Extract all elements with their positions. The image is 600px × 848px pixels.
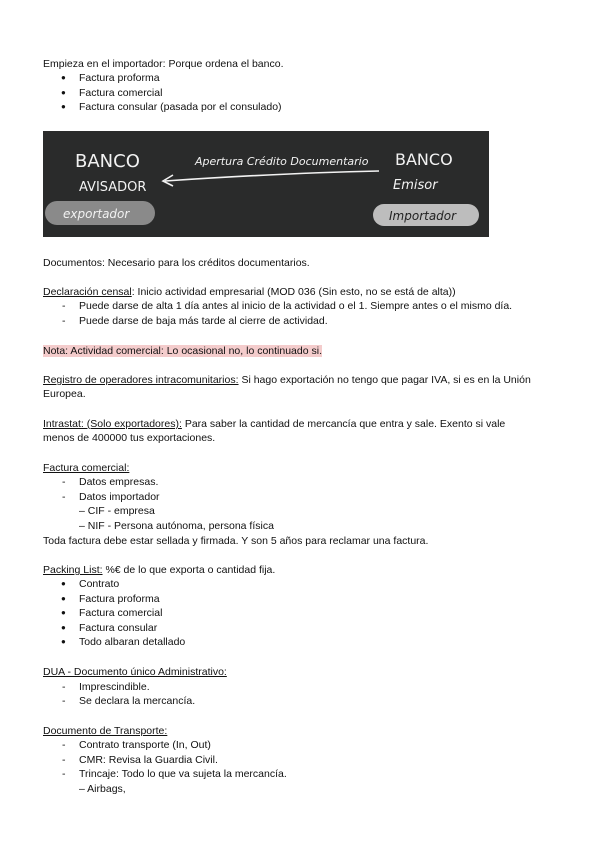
intro-text: Empieza en el importador: Porque ordena el banco. <box>43 58 284 70</box>
list-item: - Contrato transporte (In, Out) <box>62 739 211 751</box>
right-bank-subtitle: Emisor <box>393 178 438 193</box>
list-item: ● Contrato <box>62 577 119 591</box>
packing-line: Packing List: %€ de lo que exporta o cantidad fija. <box>43 564 276 576</box>
left-bank-subtitle: AVISADOR <box>79 180 147 195</box>
list-item: - Imprescindible. <box>62 681 150 693</box>
list-item: ● Factura comercial <box>62 606 162 620</box>
list-item: ● Factura proforma <box>62 592 160 606</box>
left-bank-title: BANCO <box>75 151 140 172</box>
right-pill-label: Importador <box>389 209 457 223</box>
right-bank-title: BANCO <box>395 150 453 169</box>
sub-item: – CIF - empresa <box>79 505 155 517</box>
list-item: - Puede darse de baja más tarde al cierre de actividad. <box>62 315 328 327</box>
registro-paragraph: Registro de operadores intracomunitarios: Si hago exportación no tengo que pagar IVA, si es en la Unión Europea. <box>43 374 531 400</box>
left-arrow-icon <box>163 171 379 186</box>
nota-line: Nota: Actividad comercial: Lo ocasional no, lo continuado si. <box>43 345 322 357</box>
chalkboard-diagram <box>43 131 489 237</box>
list-item: - Se declara la mercancía. <box>62 695 196 707</box>
list-item: ● Factura proforma <box>62 71 160 85</box>
sub-item: – Airbags, <box>79 783 126 795</box>
dua-heading: DUA - Documento único Administrativo: <box>43 666 227 678</box>
list-item: ● Factura consular <box>62 621 157 635</box>
list-item: ● Todo albaran detallado <box>62 635 185 649</box>
factura-note: Toda factura debe estar sellada y firmada. Y son 5 años para reclamar una factura. <box>43 535 429 547</box>
list-item: ● Factura consular (pasada por el consulado) <box>62 100 282 114</box>
list-item: ● Factura comercial <box>62 86 162 100</box>
list-item: - Puede darse de alta 1 día antes al inicio de la actividad o el 1. Siempre antes o el mismo día. <box>62 300 513 312</box>
documentos-line: Documentos: Necesario para los créditos documentarios. <box>43 257 310 269</box>
factura-comercial-heading: Factura comercial: <box>43 462 130 474</box>
sub-item: – NIF - Persona autónoma, persona física <box>79 520 274 532</box>
list-item: - CMR: Revisa la Guardia Civil. <box>62 754 218 766</box>
left-pill-label: exportador <box>63 207 130 221</box>
list-item: - Trincaje: Todo lo que va sujeta la mercancía. <box>62 768 287 780</box>
intrastat-paragraph: Intrastat: (Solo exportadores): Para saber la cantidad de mercancía que entra y sale. Exento si vale menos de 400000 tus exportaciones. <box>43 418 506 444</box>
transporte-heading: Documento de Transporte: <box>43 725 168 737</box>
arrow-label: Apertura Crédito Documentario <box>195 155 369 168</box>
list-item: - Datos empresas. <box>62 476 159 488</box>
list-item: - Datos importador <box>62 491 160 503</box>
declaracion-line: Declaración censal: Inicio actividad empresarial (MOD 036 (Sin esto, no se está de alta)) <box>43 286 456 298</box>
